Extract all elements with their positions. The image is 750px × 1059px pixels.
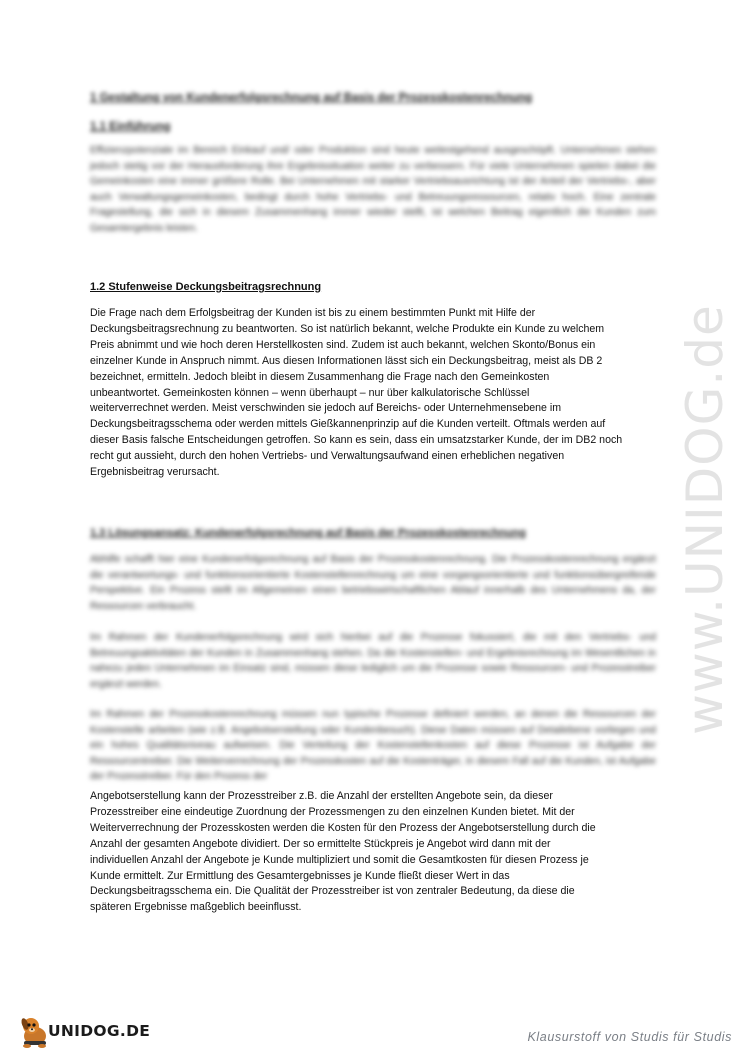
text-line: späteren Ergebnisse maßgeblich beeinflusst. — [90, 901, 302, 914]
final-paragraph — [90, 789, 658, 916]
text-line: Weiterverrechnung der Prozesskosten werden die Kosten für den Prozess der Angebotserstellung durch die — [90, 821, 596, 834]
text-line: Prozesstreiber eine eindeutige Zuordnung der Prozessmengen zu den einzelnen Kunden bietet. Mit der — [90, 805, 575, 818]
text-line: Ergebnisbeitrag verursacht. — [90, 466, 220, 479]
intro-paragraph: Effizienzpotenziale im Bereich Einkauf und/ oder Produktion sind heute weitestgehend ausgeschöpft. Unternehmen stehen jedoch stetig vor der Herausforderung ihre Ergebnissituation weiter zu verbessern. Für viele Unternehmen spielen dabei die Gemeinkosten eine immer größere Rolle. Bei Unternehmen mit starker Vertriebsausrichtung ist der Anteil der Vertriebs-, aber auch Verwaltungsgemeinkosten, bedingt durch hohe Vertriebs- und Betreuungsressourcen, relativ hoch. Eine zentrale Fragestellung, die sich in diesem Zusammenhang immer wieder stellt, ist welchen Beitrag eigentlich die Kunden zum Gesamtergebnis leisten. — [90, 145, 656, 234]
text-line: Anzahl der gesamten Angebote dividiert. Der so ermittelte Stückpreis je Angebot wird dann mit der — [90, 837, 551, 850]
loesung-paragraph-3: Im Rahmen der Prozesskostenrechnung müssen nun typische Prozesse definiert werden, an denen die Ressourcen der Kostenstelle arbeiten (wie z.B. Angebotserstellung oder Kundenbesuch). Diese Daten müssen auf Detailebene vorliegen und ein hohes Qualitätsniveau aufweisen. Die Verteilung der Kostenstellenkosten auf diese Prozesse ist Aufgabe der Ressourcentreiber. Die Weiterverrechnung der Prozesskosten auf die Kostenträger, in diesem Fall auf die Kunden, ist Aufgabe der Prozesstreiber. Für den Prozess der — [90, 709, 656, 783]
text-line: Die Frage nach dem Erfolgsbeitrag der Kunden ist bis zu einem bestimmten Punkt mit Hilfe der — [90, 307, 536, 319]
text-line: Deckungsbeitragsschema oder werden mittels Gießkannenprinzip auf die Kunden verteilt. Oftmals werden auf — [90, 418, 606, 431]
logo-text[interactable]: UNIDOG.DE — [48, 1022, 151, 1040]
text-line: Kunde ermittelt. Zur Ermittlung des Gesamtergebnisses je Kunde fließt dieser Wert in das — [90, 869, 510, 882]
text-line: bezeichnet, ermitteln. Jedoch bleibt in diesem Zusammenhang die Frage nach den Gemeinkosten — [90, 370, 550, 383]
heading-main: 1 Gestaltung von Kundenerfolgsrechnung auf Basis der Prozesskostenrechnung — [90, 92, 533, 104]
deckungsbeitrag-paragraph — [90, 306, 658, 481]
loesung-paragraph-2: Im Rahmen der Kundenerfolgsrechnung wird sich hierbei auf die Prozesse fokussiert, die mit den Vertriebs- und Betreuungsaktivitäten der Kunden in Zusammenhang stehen. Da die Kostenstellen- und Ergebnisrechnung im Wesentlichen in nahezu jeden Unternehmen im Einsatz sind, müssen diese lediglich um die Prozesse sowie Ressourcen- und Prozesstreiber ergänzt werden. — [90, 632, 656, 690]
watermark-text: www.UNIDOG.de — [676, 304, 734, 735]
heading-deckungsbeitrag: 1.2 Stufenweise Deckungsbeitragsrechnung — [90, 281, 322, 293]
footer-slogan: Klausurstoff von Studis für Studis — [527, 1030, 732, 1044]
text-line: dieser Basis falsche Entscheidungen getroffen. So kann es sein, dass ein umsatzstarker Kunde, der im DB2 noch — [90, 434, 623, 447]
text-line: Angebotserstellung kann der Prozesstreiber z.B. die Anzahl der erstellten Angebote sein, da dieser — [90, 790, 553, 802]
text-line: weiterverrechnet werden. Meist verschwinden sie jedoch auf Bereichs- oder Unternehmensebene im — [90, 402, 562, 415]
text-line: Deckungsbeitragsrechnung zu beantworten. So ist natürlich bekannt, welche Produkte ein Kunde zu welchem — [90, 322, 605, 335]
watermark — [676, 304, 750, 793]
heading-intro: 1.1 Einführung — [90, 121, 171, 133]
text-line: individuellen Anzahl der Angebote je Kunde multipliziert und somit die Gesamtkosten für diesen Prozess je — [90, 853, 589, 866]
text-line: unbeantwortet. Gemeinkosten können – wenn überhaupt – nur über kalkulatorische Schlüssel — [90, 386, 530, 399]
dog-mascot-icon — [20, 1017, 46, 1048]
text-line: einzelner Kunde in Anspruch nimmt. Aus diesen Informationen lässt sich ein Deckungsbeitrag, meist als DB 2 — [90, 354, 603, 367]
text-line: recht gut aussieht, durch den hohen Vertriebs- und Verwaltungsaufwand einen erheblichen negativen — [90, 450, 565, 463]
text-line: Preis abnimmt und wie hoch deren Herstellkosten sind. Zudem ist auch bekannt, welchen Skonto/Bonus ein — [90, 338, 596, 351]
loesung-paragraph-1: Abhilfe schafft hier eine Kundenerfolgsrechnung auf Basis der Prozesskostenrechnung. Die Prozesskostenrechnung ergänzt die verantwortungs- und funktionsorientierte Kostenstellenrechnung um eine vorgangsorientierte und funktionsübergreifende Perspektive. Ein Prozess stellt im Allgemeinen einen betriebswirtschaftlichen Ablauf innerhalb des Unternehmens da, der Ressourcen verbraucht. — [90, 554, 656, 612]
text-line: Deckungsbeitragsschema ein. Die Qualität der Prozesstreiber ist von zentraler Bedeutung, da diese die — [90, 885, 575, 898]
heading-loesungsansatz: 1.3 Lösungsansatz: Kundenerfolgsrechnung auf Basis der Prozesskostenrechnung — [90, 527, 526, 539]
